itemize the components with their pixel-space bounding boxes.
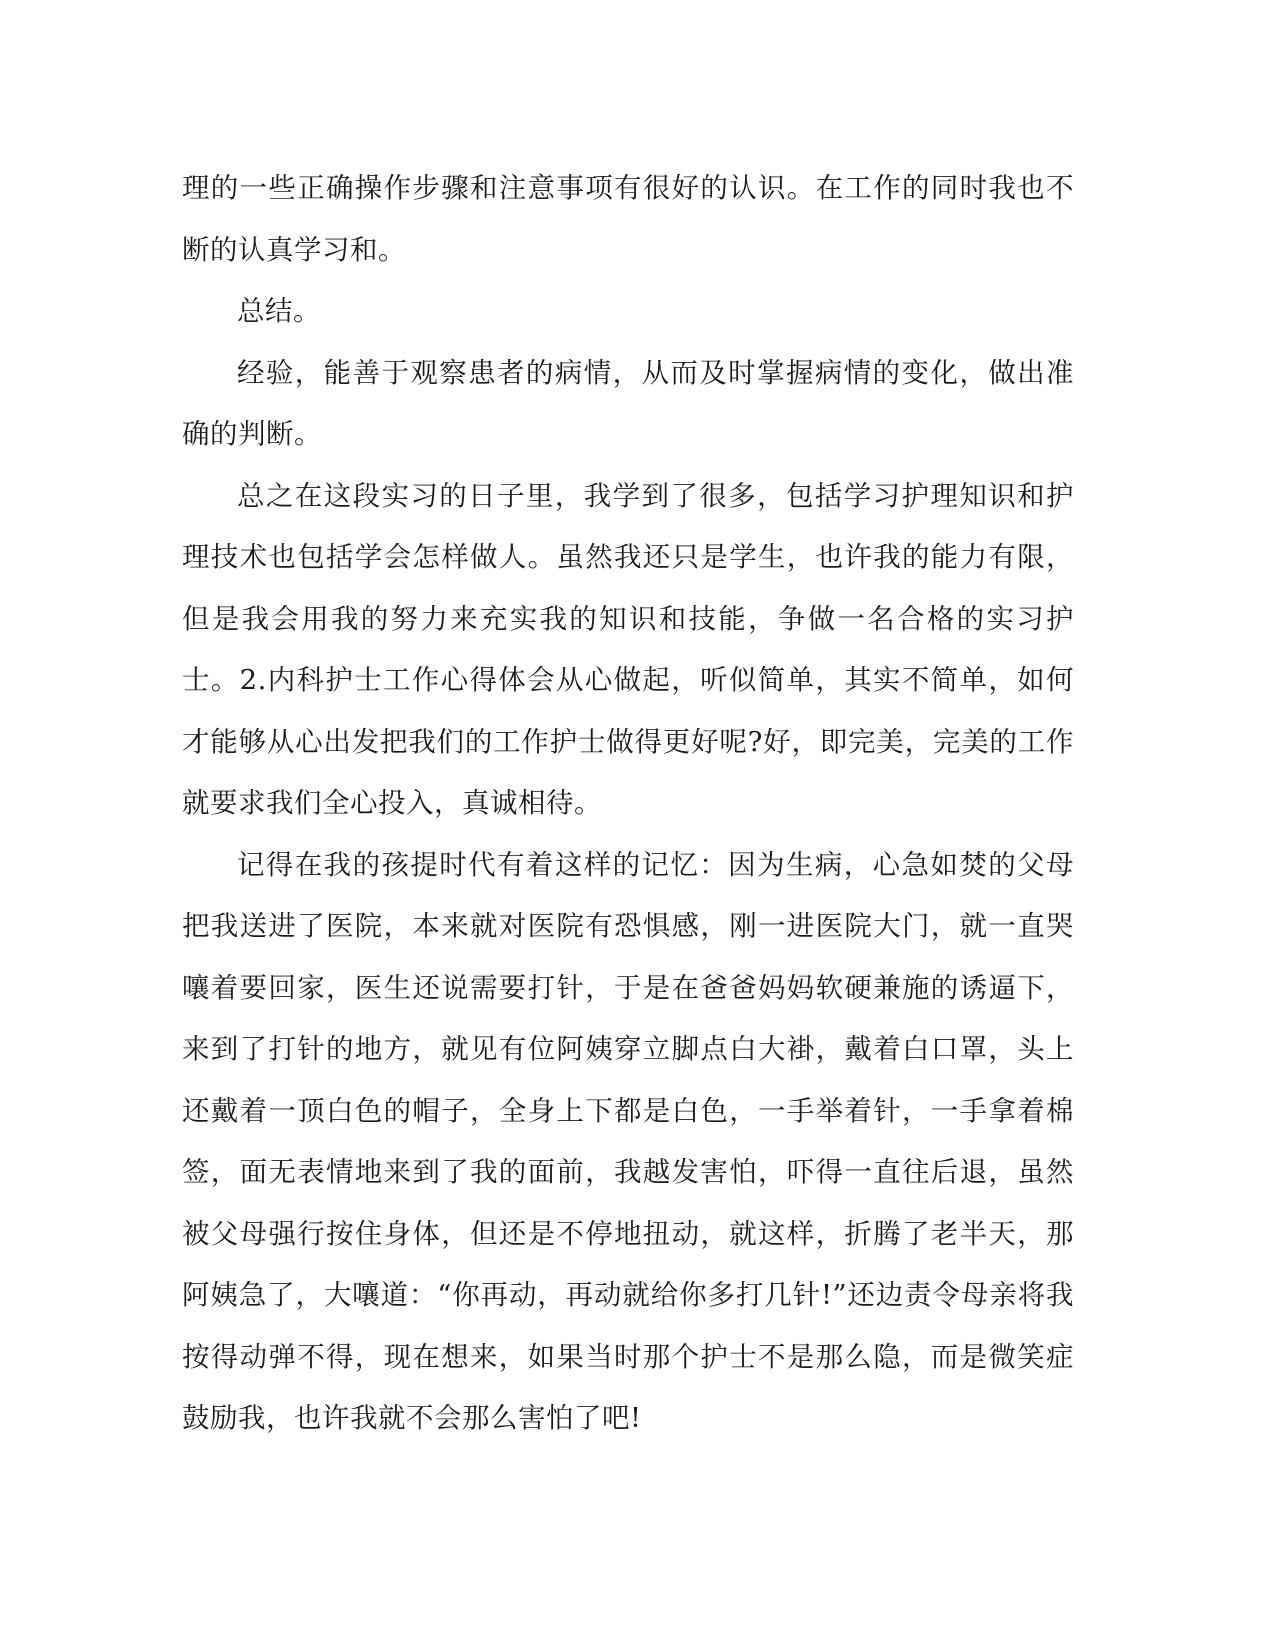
paragraph-1: 理的一些正确操作步骤和注意事项有很好的认识。在工作的同时我也不断的认真学习和。 bbox=[182, 172, 1074, 266]
document-body bbox=[182, 158, 1074, 1450]
paragraph-2: 总结。 bbox=[237, 295, 321, 327]
paragraph-5: 记得在我的孩提时代有着这样的记忆：因为生病，心急如焚的父母把我送进了医院，本来就对医院有恐惧感，刚一进医院大门，就一直哭嚷着要回家，医生还说需要打针，于是在爸爸妈妈软硬兼施的诱逼下，来到了打针的地方，就见有位阿姨穿立脚点白大褂，戴着白口罩，头上还戴着一顶白色的帽子，全身上下都是白色，一手举着针，一手拿着棉签，面无表情地来到了我的面前，我越发害怕，吓得一直往后退，虽然被父母强行按住身体，但还是不停地扭动，就这样，折腾了老半天，那阿姨急了，大嚷道：“你再动，再动就给你多打几针!”还边责令母亲将我按得动弹不得，现在想来，如果当时那个护士不是那么隐，而是微笑症鼓励我，也许我就不会那么害怕了吧! bbox=[182, 848, 1074, 1434]
paragraph-4: 总之在这段实习的日子里，我学到了很多，包括学习护理知识和护理技术也包括学会怎样做人。虽然我还只是学生，也许我的能力有限，但是我会用我的努力来充实我的知识和技能，争做一名合格的实习护士。2.内科护士工作心得体会从心做起，听似简单，其实不简单，如何才能够从心出发把我们的工作护士做得更好呢?好，即完美，完美的工作就要求我们全心投入，真诚相待。 bbox=[182, 479, 1074, 819]
paragraph-3: 经验，能善于观察患者的病情，从而及时掌握病情的变化，做出准确的判断。 bbox=[182, 356, 1074, 450]
